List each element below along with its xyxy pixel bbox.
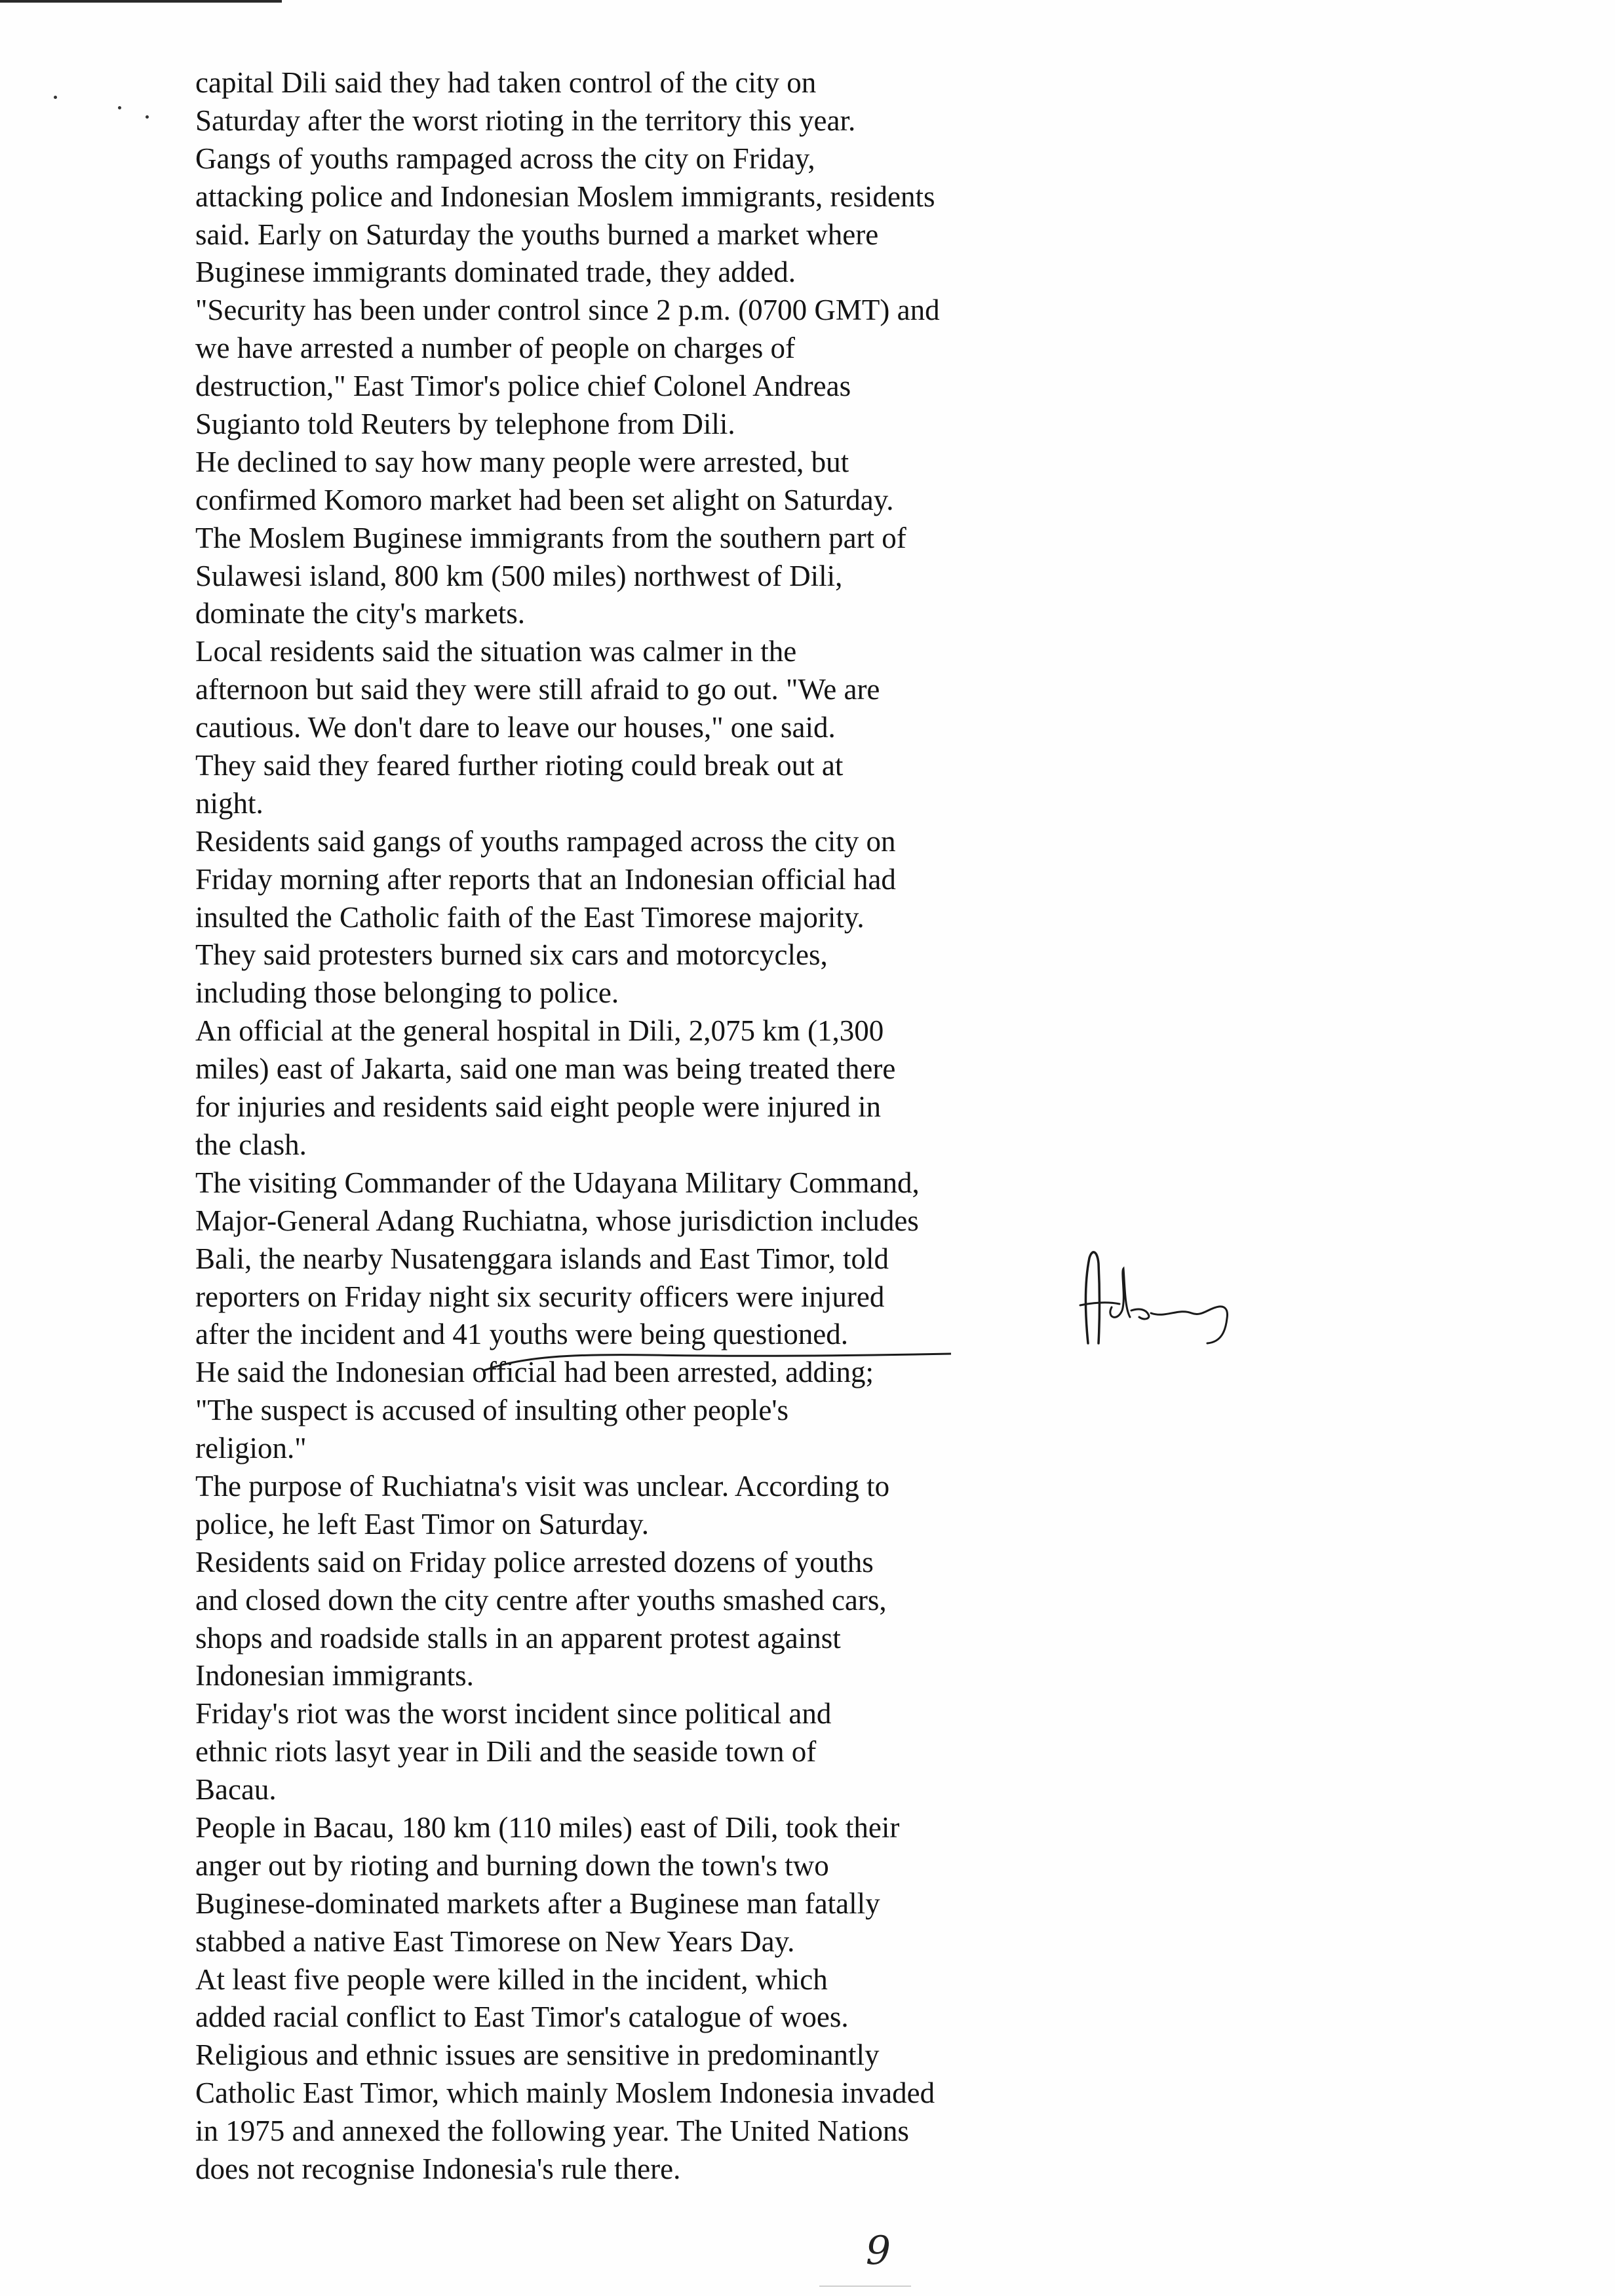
text-line: said. Early on Saturday the youths burned a market where <box>195 218 879 251</box>
text-line: Buginese-dominated markets after a Buginese man fatally <box>195 1886 880 1920</box>
text-line: anger out by rioting and burning down the town's two <box>195 1848 829 1882</box>
text-line: Indonesian immigrants. <box>195 1659 474 1693</box>
text-line: Residents said gangs of youths rampaged across the city on <box>195 824 896 858</box>
text-line: night. <box>195 786 263 820</box>
text-line: insulted the Catholic faith of the East Timorese majority. <box>195 900 865 934</box>
text-line: ethnic riots lasyt year in Dili and the seaside town of <box>195 1735 817 1769</box>
scan-speck <box>146 115 149 119</box>
text-line: attacking police and Indonesian Moslem immigrants, residents <box>195 180 935 213</box>
text-line: Saturday after the worst rioting in the territory this year. <box>195 104 856 137</box>
text-line: shops and roadside stalls in an apparent protest against <box>195 1621 841 1655</box>
text-line: Local residents said the situation was calmer in the <box>195 635 797 668</box>
text-line: Residents said on Friday police arrested dozens of youths <box>195 1545 874 1578</box>
text-line: police, he left East Timor on Saturday. <box>195 1507 649 1540</box>
text-line: People in Bacau, 180 km (110 miles) east of Dili, took their <box>195 1810 900 1844</box>
text-line: after the incident and 41 youths were being questioned. <box>195 1318 848 1351</box>
text-line: for injuries and residents said eight people were injured in <box>195 1090 881 1124</box>
scan-speck <box>54 96 57 99</box>
text-line: Friday's riot was the worst incident since political and <box>195 1697 832 1731</box>
text-line: Religious and ethnic issues are sensitive in predominantly <box>195 2038 880 2072</box>
text-line: and closed down the city centre after youths smashed cars, <box>195 1583 887 1617</box>
text-line: miles) east of Jakarta, said one man was being treated there <box>195 1052 896 1086</box>
page-number: 9 <box>865 2228 891 2274</box>
text-line: "Security has been under control since 2 p.m. (0700 GMT) and <box>195 294 940 327</box>
text-line: He declined to say how many people were arrested, but <box>195 445 849 478</box>
text-line: does not recognise Indonesia's rule there. <box>195 2152 681 2185</box>
text-line: The Moslem Buginese immigrants from the southern part of <box>195 521 906 554</box>
text-line: Sugianto told Reuters by telephone from Dili. <box>195 408 735 441</box>
text-line: we have arrested a number of people on charges of <box>195 332 796 365</box>
text-line: cautious. We don't dare to leave our houses," one said. <box>195 711 836 744</box>
text-line: "The suspect is accused of insulting other people's <box>195 1394 789 1427</box>
handwritten-margin-note <box>1074 1245 1244 1350</box>
text-line: Major-General Adang Ruchiatna, whose jurisdiction includes <box>195 1204 919 1237</box>
text-line: The purpose of Ruchiatna's visit was unclear. According to <box>195 1469 890 1502</box>
text-line: He said the Indonesian official had been arrested, adding; <box>195 1356 874 1389</box>
text-line: Gangs of youths rampaged across the city on Friday, <box>195 142 815 175</box>
text-line: At least five people were killed in the incident, which <box>195 1962 828 1996</box>
text-line: They said protesters burned six cars and motorcycles, <box>195 938 828 972</box>
text-line: in 1975 and annexed the following year. The United Nations <box>195 2114 909 2148</box>
text-line: Friday morning after reports that an Indonesian official had <box>195 862 896 896</box>
text-line: Bacau. <box>195 1773 277 1807</box>
text-line: Sulawesi island, 800 km (500 miles) northwest of Dili, <box>195 559 843 592</box>
text-line: reporters on Friday night six security officers were injured <box>195 1280 885 1313</box>
text-line: Bali, the nearby Nusatenggara islands and East Timor, told <box>195 1242 889 1275</box>
text-line: dominate the city's markets. <box>195 597 525 630</box>
text-line: the clash. <box>195 1128 307 1161</box>
text-line: The visiting Commander of the Udayana Military Command, <box>195 1166 920 1199</box>
text-line: religion." <box>195 1432 307 1465</box>
text-line: afternoon but said they were still afraid to go out. "We are <box>195 673 880 706</box>
handwritten-underline <box>482 1350 954 1376</box>
text-line: Catholic East Timor, which mainly Moslem Indonesia invaded <box>195 2076 935 2110</box>
text-line: Buginese immigrants dominated trade, they added. <box>195 256 796 289</box>
text-line: stabbed a native East Timorese on New Years Day. <box>195 1924 795 1958</box>
text-line: including those belonging to police. <box>195 976 619 1010</box>
text-line: capital Dili said they had taken control of the city on <box>195 66 817 99</box>
text-line: added racial conflict to East Timor's catalogue of woes. <box>195 2000 849 2034</box>
scan-artifact <box>819 2286 911 2287</box>
text-line: An official at the general hospital in Dili, 2,075 km (1,300 <box>195 1014 884 1048</box>
text-line: destruction," East Timor's police chief Colonel Andreas <box>195 370 851 403</box>
article-body <box>195 64 1165 2189</box>
top-edge-rule <box>0 0 282 3</box>
text-line: They said they feared further rioting could break out at <box>195 749 844 782</box>
text-line: confirmed Komoro market had been set alight on Saturday. <box>195 483 894 516</box>
scan-speck <box>118 106 121 109</box>
